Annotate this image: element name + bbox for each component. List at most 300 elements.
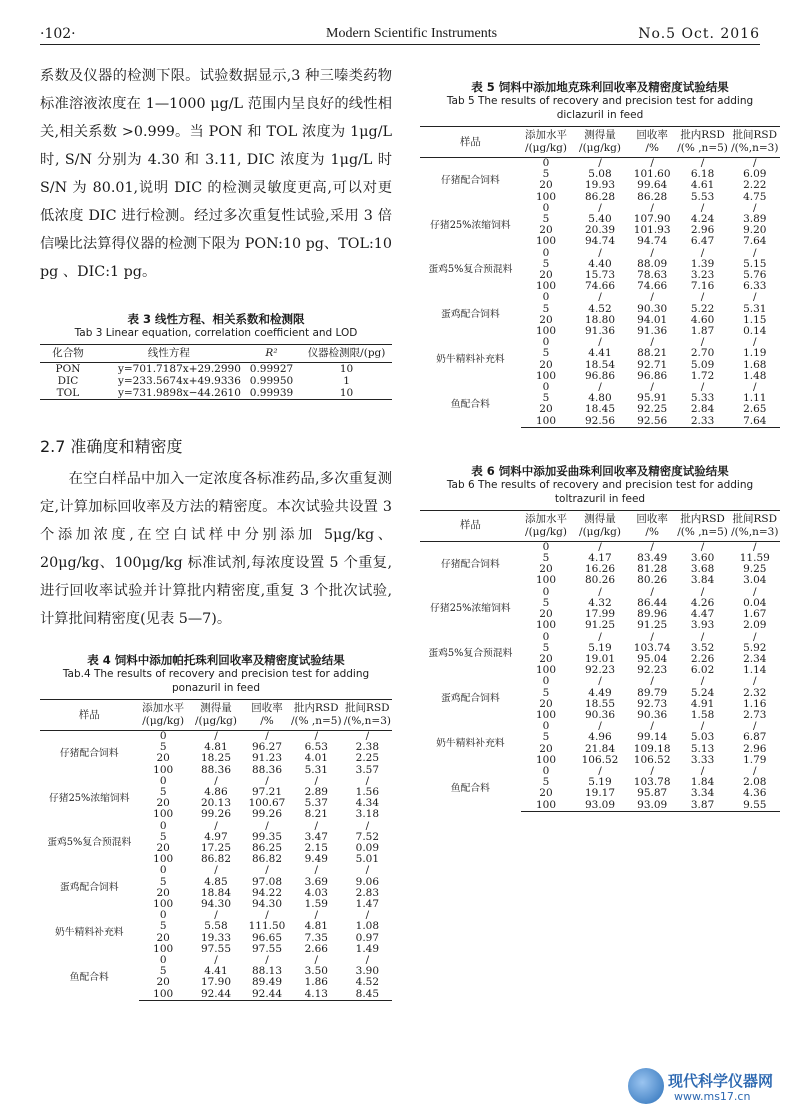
- table-cell: 0.04: [743, 596, 767, 609]
- table-cell: 86.28: [637, 190, 668, 203]
- table-cell: 100: [535, 619, 557, 632]
- table-cell: /: [365, 954, 370, 967]
- table-cell: 8.45: [343, 989, 392, 1001]
- table-cell: 3.89: [743, 213, 767, 226]
- table-cell: 9.55: [730, 800, 780, 812]
- sample-name: 仔猪配合饲料: [59, 747, 119, 759]
- table-cell: 89.49: [251, 976, 283, 989]
- table-cell: /: [753, 585, 757, 598]
- table-cell: /: [265, 909, 269, 922]
- table-cell: 92.25: [637, 403, 668, 416]
- table-cell: /: [700, 630, 705, 643]
- table-cell: 4.52: [355, 976, 380, 989]
- sample-name: 蛋鸡配合饲料: [59, 882, 119, 894]
- table-cell: 15.73: [584, 269, 616, 282]
- table-cell: 17.99: [584, 608, 616, 621]
- table-cell: 99.26: [200, 808, 231, 821]
- table-cell: /: [753, 381, 757, 394]
- table-cell: 20: [156, 752, 170, 765]
- table-cell: 109.18: [633, 742, 671, 755]
- table-cell: 5.19: [588, 641, 612, 654]
- table-cell: 20.39: [584, 224, 616, 237]
- table-row: [420, 676, 780, 687]
- table-cell: /: [598, 720, 602, 733]
- table-cell: 93.09: [629, 800, 676, 812]
- table-cell: 1.19: [743, 347, 767, 360]
- table-cell: 4.03: [304, 886, 328, 899]
- table-cell: /: [753, 720, 757, 733]
- table-cell: DIC: [57, 375, 79, 387]
- table-cell: 5.31: [743, 302, 767, 315]
- right-column: [420, 80, 780, 812]
- table-cell: 5.76: [743, 269, 767, 282]
- table-cell: PON: [55, 363, 81, 375]
- table4-header: 添加水平 /(μg/kg): [139, 700, 188, 731]
- table-cell: 0: [542, 675, 550, 688]
- table-cell: /: [314, 774, 319, 787]
- table-cell: 100: [535, 280, 557, 293]
- table-cell: 5: [542, 347, 550, 360]
- table-cell: 2.08: [743, 776, 767, 789]
- table-cell: 0: [159, 864, 167, 877]
- table-cell: 5.01: [355, 853, 380, 866]
- table-cell: /: [598, 291, 602, 304]
- table-cell: 2.15: [304, 842, 328, 855]
- table-cell: 2.96: [690, 224, 715, 237]
- table-cell: /: [753, 336, 757, 349]
- table-cell: /: [365, 730, 370, 742]
- table-cell: /: [650, 630, 654, 643]
- table-cell: /: [598, 585, 602, 598]
- page-number: ·102·: [40, 26, 76, 42]
- table-cell: 100: [535, 664, 557, 677]
- table-cell: 100: [153, 763, 174, 776]
- table-cell: 2.66: [304, 942, 328, 955]
- table6-header: 测得量 /(μg/kg): [571, 510, 629, 541]
- table-cell: 4.61: [690, 179, 715, 192]
- table-cell: /: [753, 630, 757, 643]
- table-cell: /: [753, 201, 757, 214]
- table-cell: 3.90: [355, 965, 380, 978]
- table-cell: 94.30: [200, 898, 231, 911]
- table-cell: /: [598, 540, 602, 553]
- table-cell: 2.26: [690, 652, 715, 665]
- table-cell: /: [700, 720, 705, 733]
- table-cell: 4.41: [204, 965, 228, 978]
- table-cell: 6.53: [304, 741, 328, 754]
- table-cell: 86.25: [251, 842, 283, 855]
- sample-name: 蛋鸡5%复合预混料: [428, 264, 513, 276]
- table-cell: 5.09: [690, 358, 715, 371]
- table-cell: 5: [542, 302, 550, 315]
- table-cell: 5: [542, 552, 550, 565]
- sample-name: 仔猪配合饲料: [441, 558, 500, 570]
- table-cell: 0: [542, 157, 550, 169]
- table-cell: /: [753, 675, 757, 688]
- section-heading: 2.7 准确度和精密度: [40, 437, 183, 456]
- table-cell: 20: [156, 931, 170, 944]
- table-cell: /: [650, 675, 654, 688]
- table-cell: 19.33: [200, 931, 231, 944]
- table-cell: 4.47: [690, 608, 715, 621]
- table-cell: 5: [542, 776, 550, 789]
- table4-header: 批间RSD /(%,n=3): [343, 700, 392, 731]
- table-cell: 99.26: [251, 808, 283, 821]
- table-cell: 107.90: [633, 213, 671, 226]
- table-cell: 92.73: [637, 697, 668, 710]
- table-cell: 101.60: [633, 168, 671, 181]
- table6-header: 回收率 /%: [629, 510, 676, 541]
- table-cell: 5.03: [690, 731, 715, 744]
- table-cell: /: [700, 540, 705, 553]
- table3: [40, 344, 392, 400]
- table-cell: 5: [542, 596, 550, 609]
- table-cell: 20: [539, 563, 553, 576]
- table4-header: 批内RSD /(% ,n=5): [290, 700, 343, 731]
- table-cell: 1.47: [355, 898, 380, 911]
- table-cell: 0: [542, 540, 550, 553]
- table-cell: 16.26: [584, 563, 616, 576]
- sample-name: 仔猪配合饲料: [441, 174, 500, 186]
- table-cell: 20: [539, 403, 553, 416]
- table-cell: 4.81: [304, 920, 328, 933]
- table-cell: /: [265, 954, 269, 967]
- table-cell: 0: [542, 336, 550, 349]
- table-cell: 5: [159, 830, 167, 843]
- table-cell: 8.21: [304, 808, 328, 821]
- table-cell: 4.01: [304, 752, 328, 765]
- table-row: [420, 292, 780, 303]
- table-cell: 100: [535, 235, 557, 248]
- sample-name: 奶牛精料补充料: [54, 927, 124, 939]
- table-cell: 2.65: [743, 403, 767, 416]
- table6-caption-en: Tab 6 The results of recovery and precision test for adding toltrazuril in feed: [446, 478, 754, 505]
- table-cell: 5: [542, 168, 550, 181]
- table-cell: /: [753, 157, 757, 169]
- table3-caption: [40, 312, 392, 340]
- table-cell: /: [598, 336, 602, 349]
- table-cell: 86.44: [637, 596, 668, 609]
- table-cell: 0: [542, 764, 550, 777]
- table6-header: 批内RSD /(% ,n=5): [676, 510, 730, 541]
- table-cell: 4.52: [588, 302, 612, 315]
- table-cell: 88.09: [637, 257, 668, 270]
- table-cell: /: [650, 291, 654, 304]
- table-cell: /: [700, 246, 705, 259]
- table-cell: 5: [159, 741, 167, 754]
- table-cell: 18.84: [200, 886, 231, 899]
- table-cell: /: [265, 819, 269, 832]
- sample-name: 仔猪25%浓缩饲料: [48, 792, 130, 804]
- table-cell: /: [598, 201, 602, 214]
- table-cell: 88.13: [251, 965, 283, 978]
- table-cell: 0: [159, 909, 167, 922]
- table-cell: 5.22: [690, 302, 715, 315]
- table-cell: 4.24: [690, 213, 715, 226]
- table-cell: 0.97: [355, 931, 380, 944]
- table-cell: 0: [159, 730, 167, 742]
- table-cell: 4.40: [588, 257, 612, 270]
- table-cell: 1.39: [690, 257, 715, 270]
- table-cell: 4.13: [290, 989, 343, 1001]
- table-cell: 0.09: [355, 842, 380, 855]
- sample-name: 蛋鸡配合饲料: [441, 693, 500, 705]
- table-cell: 17.90: [200, 976, 231, 989]
- table-cell: 0: [542, 381, 550, 394]
- globe-logo-icon: [628, 1068, 664, 1104]
- table-cell: 5.33: [690, 392, 715, 405]
- table-cell: 3.50: [304, 965, 328, 978]
- table-cell: 0: [542, 720, 550, 733]
- table-cell: 5.31: [304, 763, 328, 776]
- table-cell: 2.09: [743, 619, 767, 632]
- table-cell: 9.06: [355, 875, 380, 888]
- table-cell: /: [598, 630, 602, 643]
- table-cell: 19.01: [584, 652, 616, 665]
- table-cell: 1.56: [355, 786, 380, 799]
- table-cell: 3.57: [355, 763, 380, 776]
- sample-name: 奶牛精料补充料: [436, 354, 505, 366]
- table-cell: 100.67: [248, 797, 286, 810]
- body-paragraph-1: 系数及仪器的检测下限。试验数据显示,3 种三嗪类药物标准溶液浓度在 1—1000 μg/L 范围内呈良好的线性相关,相关系数 >0.999。当 PON 和 TOL 浓度为 1μg/L 时, S/N 分别为 4.30 和 3.11, DIC 浓度为 1μg/L 时 S/N 为 80.01,说明 DIC 的检测灵敏度更高,可以对更低浓度 DIC 进行检测。经过多次重复性试验,采用 3 倍信噪比法算得仪器的检测下限为 PON:10 pg、TOL:10 pg 、DIC:1 pg。: [40, 68, 392, 280]
- table-cell: 4.97: [204, 830, 228, 843]
- table-cell: /: [700, 764, 705, 777]
- table-cell: 74.66: [637, 280, 668, 293]
- table-cell: /: [753, 540, 757, 553]
- table-cell: 1.59: [304, 898, 328, 911]
- table6: [420, 510, 780, 812]
- table-cell: 0.99950: [249, 375, 294, 387]
- table-cell: 97.55: [200, 942, 231, 955]
- table-cell: 20: [539, 269, 553, 282]
- table-cell: 94.74: [637, 235, 668, 248]
- table-cell: 10: [301, 387, 392, 400]
- table-cell: 7.16: [690, 280, 715, 293]
- table-cell: 2.33: [676, 416, 730, 428]
- table-cell: 5.19: [588, 776, 612, 789]
- table-cell: /: [265, 774, 269, 787]
- table-cell: /: [314, 864, 319, 877]
- table-cell: /: [753, 764, 757, 777]
- table-cell: 5: [159, 920, 167, 933]
- table-cell: 81.28: [637, 563, 668, 576]
- table-cell: 5.24: [690, 686, 715, 699]
- table-cell: /: [214, 954, 218, 967]
- table-cell: 92.71: [637, 358, 668, 371]
- table-cell: 20: [539, 787, 553, 800]
- table-cell: 18.25: [200, 752, 231, 765]
- table-cell: 20: [539, 697, 553, 710]
- table-cell: 92.56: [571, 416, 629, 428]
- table-cell: 94.01: [637, 313, 668, 326]
- table-cell: 20: [156, 797, 170, 810]
- table6-caption-cn: 表 6 饲料中添加妥曲珠利回收率及精密度试验结果: [471, 463, 729, 478]
- table-cell: 88.36: [200, 763, 231, 776]
- table6-caption: [420, 464, 780, 506]
- table-cell: /: [598, 675, 602, 688]
- sample-name: 仔猪25%浓缩饲料: [430, 603, 511, 615]
- table-cell: 94.22: [251, 886, 283, 899]
- journal-name: Modern Scientific Instruments: [326, 26, 498, 41]
- table-cell: 3.52: [690, 641, 715, 654]
- table-cell: 5.92: [743, 641, 767, 654]
- table-cell: 88.21: [637, 347, 668, 360]
- table-cell: 10: [339, 363, 354, 375]
- table6-header: 添加水平 /(μg/kg): [521, 510, 571, 541]
- table-cell: 1.86: [304, 976, 328, 989]
- table-cell: 97.21: [251, 786, 283, 799]
- table-cell: 91.25: [637, 619, 668, 632]
- table-cell: 88.36: [251, 763, 283, 776]
- table-cell: 89.79: [637, 686, 668, 699]
- table-cell: 2.73: [743, 708, 767, 721]
- table-cell: 1.84: [690, 776, 715, 789]
- table-cell: /: [700, 157, 705, 169]
- table-cell: 100: [521, 800, 571, 812]
- table-cell: /: [700, 291, 705, 304]
- table-cell: 3.93: [690, 619, 715, 632]
- table-cell: 4.26: [690, 596, 715, 609]
- table-cell: /: [650, 246, 654, 259]
- table-cell: 20: [156, 842, 170, 855]
- table-cell: 3.33: [690, 753, 715, 766]
- table-cell: 4.17: [588, 552, 612, 565]
- table-cell: 97.55: [251, 942, 283, 955]
- table-cell: TOL: [40, 387, 96, 400]
- table-cell: 103.78: [633, 776, 671, 789]
- table5-caption-cn: 表 5 饲料中添加地克珠利回收率及精密度试验结果: [471, 80, 729, 94]
- table-cell: 101.93: [633, 224, 671, 237]
- table-cell: 1.14: [743, 664, 767, 677]
- table3-caption-cn: 表 3 线性方程、相关系数和检测限: [127, 312, 305, 326]
- table-cell: 18.54: [584, 358, 616, 371]
- table-cell: 89.96: [637, 608, 668, 621]
- table-cell: 5: [542, 686, 550, 699]
- table-cell: 19.17: [584, 787, 616, 800]
- table5-header: 回收率 /%: [629, 127, 676, 158]
- table-cell: /: [214, 909, 218, 922]
- table-cell: 100: [521, 416, 571, 428]
- table-cell: /: [753, 246, 757, 259]
- table4-header: 样品: [40, 700, 139, 731]
- table-cell: 2.38: [355, 741, 380, 754]
- table-cell: 100: [535, 708, 557, 721]
- table-cell: 5: [159, 786, 167, 799]
- table-cell: 6.87: [743, 731, 767, 744]
- table-cell: 86.82: [251, 853, 283, 866]
- table-cell: 3.18: [355, 808, 380, 821]
- sample-name: 蛋鸡5%复合预混料: [428, 648, 513, 660]
- table5-header: 测得量 /(μg/kg): [571, 127, 629, 158]
- table-cell: 4.75: [743, 190, 767, 203]
- table-cell: 4.60: [690, 313, 715, 326]
- table-cell: 4.34: [355, 797, 380, 810]
- table-cell: 111.50: [248, 920, 286, 933]
- table-cell: /: [700, 585, 705, 598]
- table-cell: 4.41: [588, 347, 612, 360]
- sample-name: 鱼配合料: [69, 972, 109, 984]
- table-cell: 5.08: [588, 168, 612, 181]
- table-cell: 4.85: [204, 875, 228, 888]
- table3-header: 仪器检测限/(pg): [301, 345, 392, 363]
- table5-caption-en: Tab 5 The results of recovery and precision test for adding diclazuril in feed: [446, 95, 754, 121]
- watermark-url: www.ms17.cn: [674, 1090, 751, 1103]
- table-cell: 3.87: [676, 800, 730, 812]
- table-cell: 100: [139, 989, 188, 1001]
- table-cell: 4.49: [588, 686, 612, 699]
- table-cell: 100: [153, 853, 174, 866]
- table4-caption-en: Tab.4 The results of recovery and precision test for adding ponazuril in feed: [62, 668, 370, 694]
- table-cell: 5: [542, 731, 550, 744]
- table-cell: 5.58: [204, 920, 228, 933]
- table-cell: /: [265, 730, 269, 742]
- table-cell: /: [650, 336, 654, 349]
- table-cell: 90.36: [584, 708, 616, 721]
- table-cell: 100: [535, 190, 557, 203]
- table-cell: /: [650, 720, 654, 733]
- table-cell: 3.68: [690, 563, 715, 576]
- table-cell: 20: [156, 886, 170, 899]
- table-cell: /: [700, 336, 705, 349]
- table-cell: 1.11: [743, 392, 767, 405]
- table3-caption-en: Tab 3 Linear equation, correlation coefficient and LOD: [74, 327, 358, 339]
- table-cell: 5.40: [588, 213, 612, 226]
- table-cell: 106.52: [581, 753, 619, 766]
- table-cell: 103.74: [633, 641, 671, 654]
- table-cell: 2.96: [743, 742, 767, 755]
- table-cell: 95.91: [637, 392, 668, 405]
- table4-caption: [40, 653, 392, 695]
- table-cell: /: [365, 909, 370, 922]
- table5-caption: [420, 80, 780, 122]
- table-cell: 20: [156, 976, 170, 989]
- table-cell: /: [214, 730, 218, 742]
- table-cell: 1.58: [690, 708, 715, 721]
- table3-header: R²: [242, 345, 301, 363]
- table5: [420, 126, 780, 428]
- table-cell: 20: [539, 652, 553, 665]
- table5-header: 样品: [420, 127, 521, 158]
- table-cell: 18.55: [584, 697, 616, 710]
- table-cell: 3.23: [690, 269, 715, 282]
- table-cell: 96.86: [637, 369, 668, 382]
- sample-name: 鱼配合料: [450, 399, 490, 411]
- table-cell: 100: [535, 325, 557, 338]
- table-cell: 4.91: [690, 697, 715, 710]
- table-cell: 91.25: [584, 619, 616, 632]
- table-cell: /: [650, 540, 654, 553]
- table-cell: 7.64: [743, 235, 767, 248]
- table-cell: 2.89: [304, 786, 328, 799]
- table-cell: 3.60: [690, 552, 715, 565]
- table-cell: 3.34: [690, 787, 715, 800]
- table-cell: 20: [539, 224, 553, 237]
- sample-name: 蛋鸡配合饲料: [441, 309, 500, 321]
- table-cell: 1.67: [743, 608, 767, 621]
- table-cell: 91.36: [584, 325, 616, 338]
- table-cell: 18.45: [584, 403, 616, 416]
- table-cell: 4.36: [743, 787, 767, 800]
- table-cell: y=233.5674x+49.9336: [117, 375, 241, 387]
- table-cell: 0.99927: [249, 363, 294, 375]
- table-cell: 99.35: [251, 830, 283, 843]
- sample-name: 仔猪25%浓缩饲料: [430, 219, 511, 231]
- table-cell: /: [753, 291, 757, 304]
- table-cell: 92.23: [637, 664, 668, 677]
- table-cell: 0.14: [743, 325, 767, 338]
- table-cell: 11.59: [739, 552, 770, 565]
- table-cell: 1.48: [743, 369, 767, 382]
